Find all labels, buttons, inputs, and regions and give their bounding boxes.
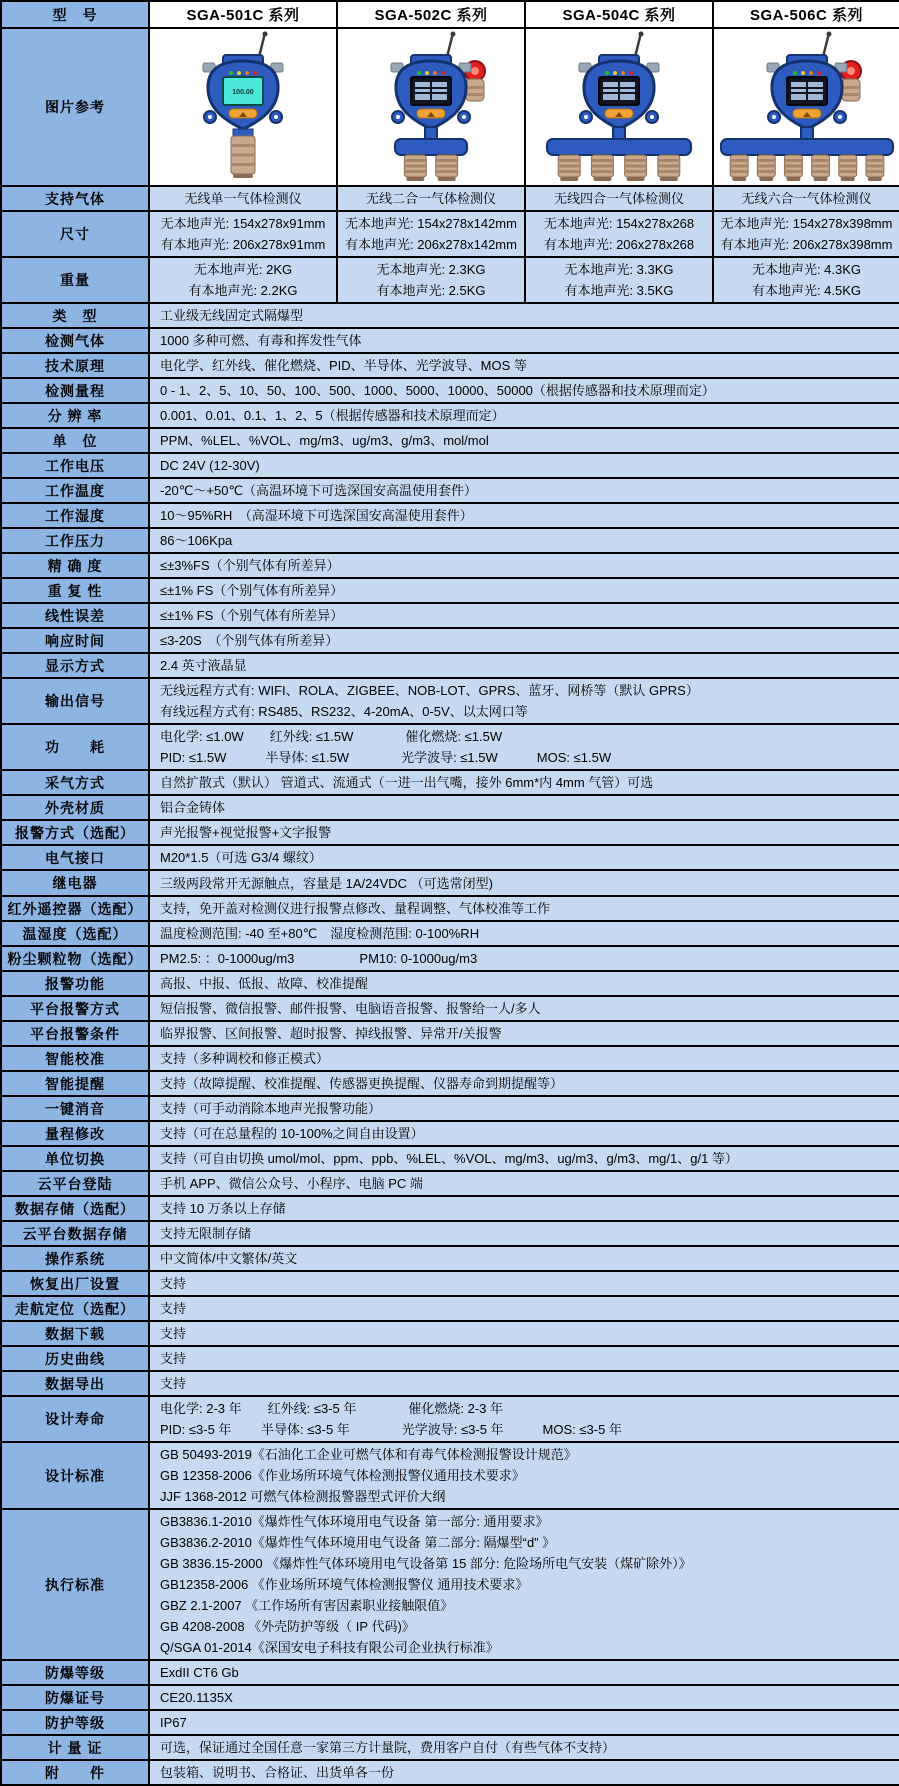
spec-row-label: 报警功能 bbox=[1, 971, 149, 996]
spec-row-value bbox=[149, 1096, 899, 1121]
spec-row-value-line: ≤±1% FS（个别气体有所差异） bbox=[160, 583, 344, 598]
spec-row-label: 功 耗 bbox=[1, 724, 149, 770]
spec-row-value-line: PM2.5: ：0-1000ug/m3 PM10: 0-1000ug/m3 bbox=[160, 951, 478, 966]
model-row-label: 尺寸 bbox=[1, 211, 149, 257]
spec-row-value-line: ≤±1% FS（个别气体有所差异） bbox=[160, 608, 344, 623]
spec-row-value-line: 温度检测范围: -40 至+80℃ 湿度检测范围: 0-100%RH bbox=[160, 926, 480, 941]
spec-row bbox=[1, 1296, 899, 1321]
spec-row-value bbox=[149, 1442, 899, 1509]
model-row-value-line: 无本地声光: 4.3KG bbox=[751, 262, 862, 277]
spec-row-value bbox=[149, 845, 899, 870]
spec-row-value-line: JJF 1368-2012 可燃气体检测报警器型式评价大纲 bbox=[160, 1489, 446, 1504]
spec-row-value-line: CE20.1135X bbox=[160, 1690, 233, 1705]
spec-row bbox=[1, 453, 899, 478]
spec-row bbox=[1, 1146, 899, 1171]
model-row-label: 重量 bbox=[1, 257, 149, 303]
model-row-value bbox=[525, 257, 713, 303]
spec-row bbox=[1, 403, 899, 428]
model-row-value-line: 有本地声光: 4.5KG bbox=[751, 283, 862, 298]
spec-row bbox=[1, 1171, 899, 1196]
spec-row-value-line: 工业级无线固定式隔爆型 bbox=[160, 308, 304, 323]
spec-row-label: 响应时间 bbox=[1, 628, 149, 653]
spec-row-value-line: 支持（可手动消除本地声光报警功能） bbox=[160, 1101, 382, 1116]
spec-row-value-line: 支持（多种调校和修正模式） bbox=[160, 1051, 330, 1066]
spec-row-label: 量程修改 bbox=[1, 1121, 149, 1146]
spec-row-value-line: GB 4208-2008 《外壳防护等级（ IP 代码)》 bbox=[160, 1619, 415, 1634]
spec-row-label: 类 型 bbox=[1, 303, 149, 328]
model-row-value-line: 有本地声光: 206x278x91mm bbox=[160, 237, 326, 252]
spec-row-value-line: PPM、%LEL、%VOL、mg/m3、ug/m3、g/m3、mol/mol bbox=[160, 433, 489, 448]
spec-row-label: 执行标准 bbox=[1, 1509, 149, 1660]
model-row-value bbox=[337, 257, 525, 303]
spec-row bbox=[1, 1396, 899, 1442]
product-image-sga-502c bbox=[338, 31, 524, 183]
spec-row bbox=[1, 724, 899, 770]
model-row-value bbox=[337, 186, 525, 211]
model-row-value-line: 无本地声光: 3.3KG bbox=[564, 262, 674, 277]
spec-row-value bbox=[149, 1735, 899, 1760]
spec-row-value-line: 2.4 英寸液晶显 bbox=[160, 658, 247, 673]
spec-row-value-line: 0 - 1、2、5、10、50、100、500、1000、5000、10000、50000（根据传感器和技术原理而定） bbox=[160, 383, 715, 398]
spec-row-label: 单 位 bbox=[1, 428, 149, 453]
model-row-value-line: 无线四合一气体检测仪 bbox=[553, 191, 684, 206]
image-row-label: 图片参考 bbox=[1, 28, 149, 186]
model-column-header: 型 号 bbox=[1, 1, 149, 28]
product-image-cell-sga-502c bbox=[337, 28, 525, 186]
spec-row-value-line: 有线远程方式有: RS485、RS232、4-20mA、0-5V、以太网口等 bbox=[160, 704, 528, 719]
svg-text:100.00: 100.00 bbox=[232, 89, 254, 96]
spec-row-value bbox=[149, 578, 899, 603]
spec-row-value-line: 支持无限制存储 bbox=[160, 1226, 252, 1241]
spec-row-value bbox=[149, 1021, 899, 1046]
spec-row-value-line: 支持 bbox=[160, 1376, 187, 1391]
spec-row-label: 电气接口 bbox=[1, 845, 149, 870]
spec-row-value-line: PID: ≤1.5W 半导体: ≤1.5W 光学波导: ≤1.5W MOS: ≤1.5W bbox=[160, 750, 612, 765]
spec-row-label: 工作压力 bbox=[1, 528, 149, 553]
spec-row bbox=[1, 946, 899, 971]
model-name-4: SGA-506C 系列 bbox=[713, 1, 899, 28]
spec-row-value bbox=[149, 1121, 899, 1146]
product-image-sga-504c bbox=[526, 31, 712, 183]
spec-row-value-line: 支持，免开盖对检测仪进行报警点修改、量程调整、气体校准等工作 bbox=[160, 901, 551, 916]
spec-row-value bbox=[149, 428, 899, 453]
model-row-value-line: 有本地声光: 206x278x398mm bbox=[720, 237, 893, 252]
spec-row bbox=[1, 1346, 899, 1371]
spec-row bbox=[1, 428, 899, 453]
spec-row-label: 检测气体 bbox=[1, 328, 149, 353]
spec-row-label: 粉尘颗粒物（选配） bbox=[1, 946, 149, 971]
spec-row-label: 恢复出厂设置 bbox=[1, 1271, 149, 1296]
spec-row-value bbox=[149, 1346, 899, 1371]
spec-row bbox=[1, 653, 899, 678]
spec-row-value bbox=[149, 1660, 899, 1685]
spec-row-label: 重 复 性 bbox=[1, 578, 149, 603]
model-row-value bbox=[713, 186, 899, 211]
spec-row-label: 操作系统 bbox=[1, 1246, 149, 1271]
spec-row-value bbox=[149, 528, 899, 553]
model-row-value-line: 无线单一气体检测仪 bbox=[184, 191, 302, 206]
spec-row-label: 分 辨 率 bbox=[1, 403, 149, 428]
spec-row-value-line: 支持 bbox=[160, 1301, 187, 1316]
spec-row-value bbox=[149, 353, 899, 378]
spec-row-label: 报警方式（选配） bbox=[1, 820, 149, 845]
spec-row-label: 温湿度（选配） bbox=[1, 921, 149, 946]
product-image-cell-sga-504c bbox=[525, 28, 713, 186]
model-row-value bbox=[149, 257, 337, 303]
spec-row bbox=[1, 845, 899, 870]
model-row bbox=[1, 257, 899, 303]
spec-row-label: 平台报警方式 bbox=[1, 996, 149, 1021]
spec-row-value bbox=[149, 303, 899, 328]
spec-row-value-line: 支持（可在总量程的 10-100%之间自由设置） bbox=[160, 1126, 424, 1141]
model-name-2: SGA-502C 系列 bbox=[337, 1, 525, 28]
spec-row-value-line: ≤3-20S （个别气体有所差异） bbox=[160, 633, 339, 648]
spec-row bbox=[1, 1660, 899, 1685]
spec-row-value-line: 电化学、红外线、催化燃烧、PID、半导体、光学波导、MOS 等 bbox=[160, 358, 527, 373]
spec-row-label: 工作湿度 bbox=[1, 503, 149, 528]
spec-row-value bbox=[149, 453, 899, 478]
spec-row-label: 防护等级 bbox=[1, 1710, 149, 1735]
spec-row-value-line: 0.001、0.01、0.1、1、2、5（根据传感器和技术原理而定） bbox=[160, 408, 505, 423]
spec-row-value bbox=[149, 1271, 899, 1296]
product-image-cell-sga-501c bbox=[149, 28, 337, 186]
spec-row-value-line: 电化学: 2-3 年 红外线: ≤3-5 年 催化燃烧: 2-3 年 bbox=[160, 1401, 504, 1416]
spec-row-value bbox=[149, 1071, 899, 1096]
spec-row bbox=[1, 528, 899, 553]
spec-row bbox=[1, 1760, 899, 1785]
spec-row-value-line: 自然扩散式（默认） 管道式、流通式（一进一出气嘴，接外 6mm*内 4mm 气管）可选 bbox=[160, 775, 654, 790]
spec-row-label: 工作温度 bbox=[1, 478, 149, 503]
spec-row-value-line: 铝合金铸体 bbox=[160, 800, 226, 815]
spec-row-label: 单位切换 bbox=[1, 1146, 149, 1171]
spec-row-value bbox=[149, 1321, 899, 1346]
spec-row bbox=[1, 1246, 899, 1271]
spec-row bbox=[1, 870, 899, 896]
spec-row-value-line: 1000 多种可燃、有毒和挥发性气体 bbox=[160, 333, 362, 348]
spec-row-value-line: 86～106Kpa bbox=[160, 533, 233, 548]
spec-row bbox=[1, 1096, 899, 1121]
spec-row bbox=[1, 1685, 899, 1710]
model-row-value bbox=[525, 211, 713, 257]
spec-row-value-line: 支持 bbox=[160, 1276, 187, 1291]
spec-row-value bbox=[149, 946, 899, 971]
model-row-value-line: 无本地声光: 154x278x268 bbox=[543, 216, 695, 231]
spec-row-value bbox=[149, 1371, 899, 1396]
spec-row-value bbox=[149, 1196, 899, 1221]
spec-row-label: 历史曲线 bbox=[1, 1346, 149, 1371]
spec-row bbox=[1, 1271, 899, 1296]
model-row-value bbox=[713, 211, 899, 257]
spec-row bbox=[1, 603, 899, 628]
product-image-cell-sga-506c bbox=[713, 28, 899, 186]
spec-row-label: 一键消音 bbox=[1, 1096, 149, 1121]
spec-row-label: 设计标准 bbox=[1, 1442, 149, 1509]
spec-row bbox=[1, 1121, 899, 1146]
spec-row-value bbox=[149, 1171, 899, 1196]
spec-row-value-line: 包装箱、说明书、合格证、出货单各一份 bbox=[160, 1765, 395, 1780]
spec-row-label: 工作电压 bbox=[1, 453, 149, 478]
spec-row bbox=[1, 1442, 899, 1509]
spec-row bbox=[1, 628, 899, 653]
model-name-1: SGA-501C 系列 bbox=[149, 1, 337, 28]
spec-row-value bbox=[149, 1760, 899, 1785]
spec-row-value-line: 无线远程方式有: WIFI、ROLA、ZIGBEE、NOB-LOT、GPRS、蓝牙、网桥等（默认 GPRS） bbox=[160, 683, 699, 698]
spec-row bbox=[1, 1371, 899, 1396]
model-row-value-line: 无本地声光: 2.3KG bbox=[376, 262, 486, 277]
spec-row-value-line: PID: ≤3-5 年 半导体: ≤3-5 年 光学波导: ≤3-5 年 MOS: ≤3-5 年 bbox=[160, 1422, 622, 1437]
spec-row bbox=[1, 1071, 899, 1096]
spec-row-value-line: 支持 bbox=[160, 1326, 187, 1341]
spec-row-value-line: IP67 bbox=[160, 1715, 187, 1730]
spec-row bbox=[1, 1221, 899, 1246]
model-row-value bbox=[149, 186, 337, 211]
spec-row-value-line: Q/SGA 01-2014《深国安电子科技有限公司企业执行标准》 bbox=[160, 1640, 499, 1655]
model-row-value-line: 有本地声光: 3.5KG bbox=[564, 283, 674, 298]
spec-row-value-line: 手机 APP、微信公众号、小程序、电脑 PC 端 bbox=[160, 1176, 423, 1191]
spec-row-label: 设计寿命 bbox=[1, 1396, 149, 1442]
model-row-value-line: 无线六合一气体检测仪 bbox=[741, 191, 872, 206]
spec-row-value-line: GB 12358-2006《作业场所环境气体检测报警仪通用技术要求》 bbox=[160, 1468, 525, 1483]
spec-row-value bbox=[149, 795, 899, 820]
spec-row-value bbox=[149, 1396, 899, 1442]
spec-row bbox=[1, 896, 899, 921]
spec-row-value bbox=[149, 1246, 899, 1271]
spec-row-label: 云平台登陆 bbox=[1, 1171, 149, 1196]
spec-row-label: 数据存储（选配） bbox=[1, 1196, 149, 1221]
model-row-value bbox=[149, 211, 337, 257]
spec-row-value-line: 三级两段常开无源触点，容量是 1A/24VDC （可选常闭型) bbox=[160, 875, 493, 891]
spec-row-value bbox=[149, 378, 899, 403]
spec-row-label: 数据下载 bbox=[1, 1321, 149, 1346]
spec-row-label: 防爆等级 bbox=[1, 1660, 149, 1685]
spec-row bbox=[1, 303, 899, 328]
model-row-value-line: 有本地声光: 206x278x268 bbox=[543, 237, 695, 252]
spec-row bbox=[1, 578, 899, 603]
spec-row-label: 精 确 度 bbox=[1, 553, 149, 578]
spec-row-label: 平台报警条件 bbox=[1, 1021, 149, 1046]
spec-row-value bbox=[149, 770, 899, 795]
spec-row-label: 采气方式 bbox=[1, 770, 149, 795]
spec-row-value bbox=[149, 403, 899, 428]
model-row bbox=[1, 211, 899, 257]
spec-row-value bbox=[149, 996, 899, 1021]
spec-row-value-line: GB12358-2006 《作业场所环境气体检测报警仪 通用技术要求》 bbox=[160, 1577, 529, 1592]
spec-row bbox=[1, 1196, 899, 1221]
product-image-sga-501c bbox=[150, 31, 336, 183]
spec-row-value-line: M20*1.5（可选 G3/4 螺纹） bbox=[160, 850, 322, 865]
spec-row-value bbox=[149, 870, 899, 896]
model-row bbox=[1, 186, 899, 211]
spec-row-label: 智能校准 bbox=[1, 1046, 149, 1071]
spec-row bbox=[1, 971, 899, 996]
spec-row-value bbox=[149, 653, 899, 678]
product-image-sga-506c bbox=[714, 31, 899, 183]
spec-row-value-line: 临界报警、区间报警、超时报警、掉线报警、异常开/关报警 bbox=[160, 1026, 502, 1041]
spec-row-value-line: 高报、中报、低报、故障、校准提醒 bbox=[160, 976, 369, 991]
spec-row-value bbox=[149, 553, 899, 578]
spec-row-value-line: 支持（故障提醒、校准提醒、传感器更换提醒、仪器寿命到期提醒等） bbox=[160, 1076, 564, 1091]
spec-row-label: 外壳材质 bbox=[1, 795, 149, 820]
spec-row bbox=[1, 1509, 899, 1660]
spec-row-value bbox=[149, 328, 899, 353]
spec-row-value-line: GB3836.2-2010《爆炸性气体环境用电气设备 第二部分: 隔爆型“d” 》 bbox=[160, 1535, 556, 1550]
spec-row-label: 线性误差 bbox=[1, 603, 149, 628]
spec-row-value bbox=[149, 503, 899, 528]
spec-row bbox=[1, 553, 899, 578]
spec-row-value bbox=[149, 971, 899, 996]
spec-row-value-line: 10～95%RH （高湿环境下可选深国安高湿使用套件） bbox=[160, 508, 473, 523]
spec-row bbox=[1, 478, 899, 503]
spec-row-value bbox=[149, 628, 899, 653]
spec-row-value bbox=[149, 1221, 899, 1246]
spec-row-label: 技术原理 bbox=[1, 353, 149, 378]
image-row bbox=[1, 28, 899, 186]
spec-row bbox=[1, 328, 899, 353]
spec-row-label: 云平台数据存储 bbox=[1, 1221, 149, 1246]
spec-row bbox=[1, 353, 899, 378]
spec-row bbox=[1, 921, 899, 946]
spec-row bbox=[1, 795, 899, 820]
model-row-value-line: 无本地声光: 154x278x398mm bbox=[720, 216, 893, 231]
spec-row-value-line: 中文简体/中文繁体/英文 bbox=[160, 1251, 298, 1266]
spec-row-label: 输出信号 bbox=[1, 678, 149, 724]
spec-row-label: 数据导出 bbox=[1, 1371, 149, 1396]
spec-row-value bbox=[149, 1296, 899, 1321]
model-row-value bbox=[337, 211, 525, 257]
spec-row bbox=[1, 1735, 899, 1760]
spec-row-label: 走航定位（选配） bbox=[1, 1296, 149, 1321]
spec-row-value bbox=[149, 603, 899, 628]
model-row-value bbox=[713, 257, 899, 303]
spec-row bbox=[1, 770, 899, 795]
spec-row-label: 检测量程 bbox=[1, 378, 149, 403]
spec-row bbox=[1, 1046, 899, 1071]
spec-row-label: 防爆证号 bbox=[1, 1685, 149, 1710]
spec-row-value-line: 声光报警+视觉报警+文字报警 bbox=[160, 825, 332, 840]
spec-row-value-line: 支持 bbox=[160, 1351, 187, 1366]
spec-row-value bbox=[149, 1146, 899, 1171]
spec-row-value bbox=[149, 724, 899, 770]
spec-row-label: 计 量 证 bbox=[1, 1735, 149, 1760]
model-row-value-line: 无本地声光: 154x278x91mm bbox=[160, 216, 326, 231]
spec-row bbox=[1, 1710, 899, 1735]
spec-row-value bbox=[149, 1710, 899, 1735]
spec-row-value bbox=[149, 1046, 899, 1071]
spec-row-value-line: 支持 10 万条以上存储 bbox=[160, 1201, 286, 1216]
model-row-value-line: 无线二合一气体检测仪 bbox=[365, 191, 496, 206]
spec-row-value-line: 电化学: ≤1.0W 红外线: ≤1.5W 催化燃烧: ≤1.5W bbox=[160, 729, 503, 744]
spec-row-value bbox=[149, 678, 899, 724]
spec-row-value-line: GB 3836.15-2000 《爆炸性气体环境用电气设备第 15 部分: 危险场所电气安装（煤矿除外）》 bbox=[160, 1556, 692, 1571]
spec-row-value-line: -20℃～+50℃（高温环境下可选深国安高温使用套件） bbox=[160, 483, 478, 498]
spec-row-label: 附 件 bbox=[1, 1760, 149, 1785]
model-name-3: SGA-504C 系列 bbox=[525, 1, 713, 28]
spec-row bbox=[1, 378, 899, 403]
spec-row bbox=[1, 996, 899, 1021]
spec-row-value bbox=[149, 921, 899, 946]
spec-row-value-line: ExdII CT6 Gb bbox=[160, 1665, 239, 1680]
spec-row-label: 显示方式 bbox=[1, 653, 149, 678]
spec-row-label: 继电器 bbox=[1, 870, 149, 896]
spec-row-value-line: DC 24V (12-30V) bbox=[160, 458, 260, 473]
model-row-value-line: 无本地声光: 154x278x142mm bbox=[345, 216, 517, 231]
spec-row-value-line: 可选，保证通过全国任意一家第三方计量院，费用客户自付（有些气体不支持） bbox=[160, 1740, 616, 1755]
spec-row bbox=[1, 1021, 899, 1046]
spec-row bbox=[1, 1321, 899, 1346]
spec-row bbox=[1, 678, 899, 724]
spec-row-label: 智能提醒 bbox=[1, 1071, 149, 1096]
spec-row-value-line: GB3836.1-2010《爆炸性气体环境用电气设备 第一部分: 通用要求》 bbox=[160, 1514, 549, 1529]
spec-row bbox=[1, 820, 899, 845]
model-row-value-line: 有本地声光: 206x278x142mm bbox=[345, 237, 517, 252]
spec-row-value bbox=[149, 478, 899, 503]
model-row-value-line: 有本地声光: 2.2KG bbox=[188, 283, 298, 298]
model-row-label: 支持气体 bbox=[1, 186, 149, 211]
spec-row-value bbox=[149, 1509, 899, 1660]
model-row-value-line: 无本地声光: 2KG bbox=[193, 262, 293, 277]
model-row-value bbox=[525, 186, 713, 211]
model-row-value-line: 有本地声光: 2.5KG bbox=[376, 283, 486, 298]
header-row bbox=[1, 1, 899, 28]
spec-row-value bbox=[149, 896, 899, 921]
spec-row-value-line: 支持（可自由切换 umol/mol、ppm、ppb、%LEL、%VOL、mg/m3、ug/m3、g/m3、mg/1、g/1 等） bbox=[160, 1151, 738, 1166]
spec-row-value-line: GBZ 2.1-2007 《工作场所有害因素职业接触限值》 bbox=[160, 1598, 454, 1613]
spec-row-value-line: GB 50493-2019《石油化工企业可燃气体和有毒气体检测报警设计规范》 bbox=[160, 1447, 577, 1462]
spec-row-value bbox=[149, 820, 899, 845]
spec-row-value bbox=[149, 1685, 899, 1710]
spec-row-value-line: ≤±3%FS（个别气体有所差异） bbox=[160, 558, 340, 573]
spec-row bbox=[1, 503, 899, 528]
spec-row-label: 红外遥控器（选配） bbox=[1, 896, 149, 921]
spec-row-value-line: 短信报警、微信报警、邮件报警、电脑语音报警、报警给一人/多人 bbox=[160, 1001, 541, 1016]
